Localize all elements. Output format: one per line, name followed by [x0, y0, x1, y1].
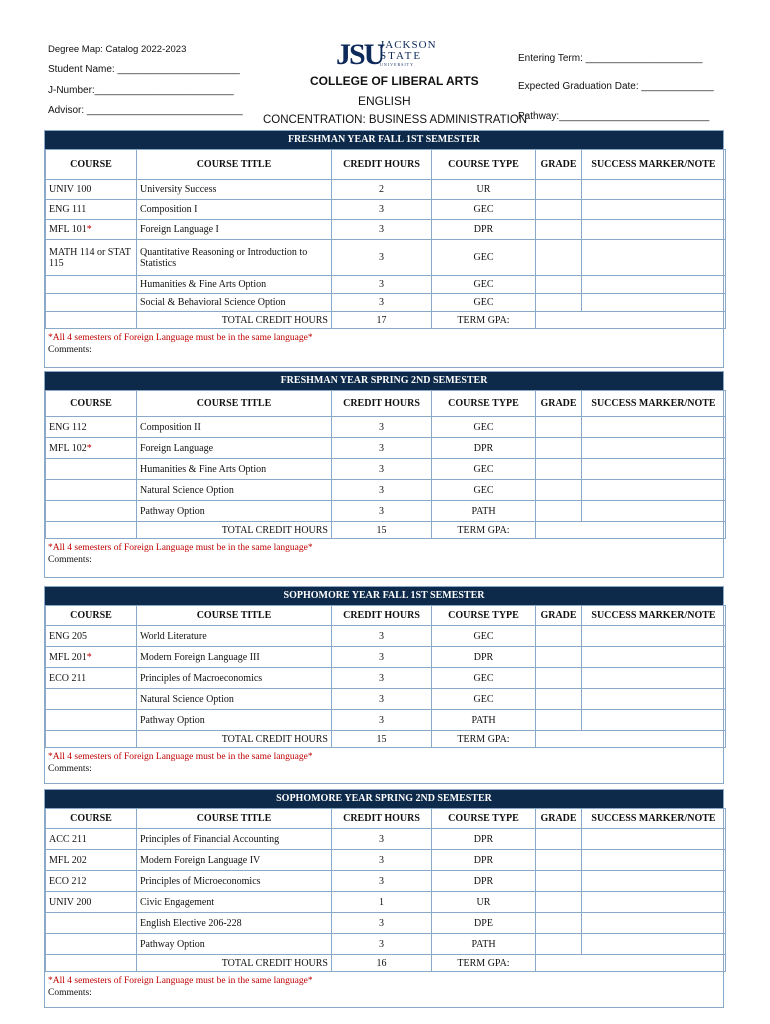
term-gpa-label: TERM GPA:	[432, 312, 536, 329]
grade-cell[interactable]	[536, 668, 582, 689]
course-title: Civic Engagement	[137, 892, 332, 913]
advisor-field[interactable]: Advisor: ____________________________	[48, 105, 243, 116]
comments-label[interactable]: Comments:	[48, 988, 92, 998]
total-row	[46, 731, 726, 748]
success-marker-cell[interactable]	[582, 501, 726, 522]
course-type: GEC	[432, 626, 536, 647]
notes-block	[45, 329, 723, 367]
course-code-cell	[46, 668, 137, 689]
course-title: University Success	[137, 180, 332, 200]
course-code-cell	[46, 200, 137, 220]
language-asterisk: *	[86, 651, 92, 663]
credit-hours: 3	[332, 934, 432, 955]
comments-label[interactable]: Comments:	[48, 555, 92, 565]
college-title: COLLEGE OF LIBERAL ARTS	[310, 74, 479, 88]
course-title: Composition II	[137, 417, 332, 438]
grade-cell[interactable]	[536, 180, 582, 200]
grade-cell[interactable]	[536, 850, 582, 871]
grade-cell[interactable]	[536, 220, 582, 240]
grade-cell[interactable]	[536, 934, 582, 955]
credit-hours: 3	[332, 647, 432, 668]
total-credit-hours: 17	[332, 312, 432, 329]
table-row	[46, 871, 726, 892]
success-marker-cell[interactable]	[582, 220, 726, 240]
comments-label[interactable]: Comments:	[48, 345, 92, 355]
course-title: Principles of Macroeconomics	[137, 668, 332, 689]
total-blank-cell	[46, 955, 137, 972]
course-code-cell	[46, 710, 137, 731]
foreign-language-note: *All 4 semesters of Foreign Language must be in the same language*	[48, 976, 313, 986]
semester-section	[44, 586, 724, 784]
table-row	[46, 626, 726, 647]
course-title: Pathway Option	[137, 934, 332, 955]
course-code-cell	[46, 220, 137, 240]
success-marker-cell[interactable]	[582, 934, 726, 955]
success-marker-cell[interactable]	[582, 913, 726, 934]
logo-line2: STATE	[380, 50, 423, 62]
grade-cell[interactable]	[536, 710, 582, 731]
course-type: PATH	[432, 501, 536, 522]
col-course-title: COURSE TITLE	[137, 391, 332, 417]
col-course-type: COURSE TYPE	[432, 809, 536, 829]
course-code-cell	[46, 850, 137, 871]
total-blank-cell	[46, 522, 137, 539]
entering-term-field[interactable]: Entering Term: _____________________	[518, 53, 703, 64]
col-grade: GRADE	[536, 606, 582, 626]
course-code: UNIV 100	[49, 184, 92, 195]
col-course-title: COURSE TITLE	[137, 606, 332, 626]
notes-block	[45, 972, 723, 1007]
course-code-cell	[46, 459, 137, 480]
credit-hours: 3	[332, 501, 432, 522]
notes-block	[45, 748, 723, 783]
success-marker-cell[interactable]	[582, 850, 726, 871]
col-grade: GRADE	[536, 391, 582, 417]
col-course-title: COURSE TITLE	[137, 150, 332, 180]
credit-hours: 3	[332, 480, 432, 501]
table-row	[46, 276, 726, 294]
grade-cell[interactable]	[536, 438, 582, 459]
term-gpa-cell[interactable]	[536, 522, 726, 539]
table-row	[46, 240, 726, 276]
course-code-cell	[46, 913, 137, 934]
total-label: TOTAL CREDIT HOURS	[137, 955, 332, 972]
grade-cell[interactable]	[536, 647, 582, 668]
total-credit-hours: 15	[332, 731, 432, 748]
col-course: COURSE	[46, 391, 137, 417]
table-row	[46, 480, 726, 501]
col-course: COURSE	[46, 150, 137, 180]
semester-section	[44, 130, 724, 368]
expected-graduation-field[interactable]: Expected Graduation Date: _____________	[518, 81, 714, 92]
course-type: DPR	[432, 850, 536, 871]
credit-hours: 3	[332, 710, 432, 731]
term-gpa-label: TERM GPA:	[432, 955, 536, 972]
concentration-title: CONCENTRATION: BUSINESS ADMINISTRATION	[263, 114, 528, 126]
course-code: ACC 211	[49, 833, 87, 845]
course-code-cell	[46, 934, 137, 955]
credit-hours: 3	[332, 850, 432, 871]
course-type: DPR	[432, 220, 536, 240]
grade-cell[interactable]	[536, 501, 582, 522]
course-type: PATH	[432, 710, 536, 731]
course-type: GEC	[432, 240, 536, 276]
credit-hours: 3	[332, 294, 432, 312]
table-row	[46, 220, 726, 240]
course-title: Natural Science Option	[137, 480, 332, 501]
jsu-logo	[336, 38, 440, 72]
col-grade: GRADE	[536, 150, 582, 180]
course-type: DPR	[432, 438, 536, 459]
credit-hours: 3	[332, 200, 432, 220]
col-course: COURSE	[46, 606, 137, 626]
course-type: GEC	[432, 200, 536, 220]
notes-block	[45, 539, 723, 577]
column-header-row	[46, 391, 726, 417]
grade-cell[interactable]	[536, 240, 582, 276]
course-code: ENG 205	[49, 630, 88, 642]
total-blank-cell	[46, 312, 137, 329]
grade-cell[interactable]	[536, 294, 582, 312]
course-code-cell	[46, 829, 137, 850]
course-code: ENG 112	[49, 421, 87, 433]
credit-hours: 3	[332, 417, 432, 438]
logo-line3: UNIVERSITY	[380, 62, 414, 67]
credit-hours: 1	[332, 892, 432, 913]
pathway-field[interactable]: Pathway:___________________________	[518, 111, 710, 122]
grade-cell[interactable]	[536, 689, 582, 710]
course-code: MATH 114 or STAT 115	[49, 246, 131, 269]
course-code-cell	[46, 417, 137, 438]
credit-hours: 2	[332, 180, 432, 200]
course-type: GEC	[432, 668, 536, 689]
language-asterisk: *	[86, 224, 92, 235]
credit-hours: 3	[332, 829, 432, 850]
grade-cell[interactable]	[536, 200, 582, 220]
course-code: ECO 211	[49, 672, 87, 684]
course-table	[45, 149, 726, 329]
table-row	[46, 710, 726, 731]
catalog-label: Degree Map: Catalog 2022-2023	[48, 44, 187, 55]
course-code-cell	[46, 240, 137, 276]
course-title: Natural Science Option	[137, 689, 332, 710]
course-type: UR	[432, 180, 536, 200]
course-title: English Elective 206-228	[137, 913, 332, 934]
course-type: DPR	[432, 647, 536, 668]
table-row	[46, 689, 726, 710]
grade-cell[interactable]	[536, 626, 582, 647]
course-code: ECO 212	[49, 875, 87, 887]
course-type: DPR	[432, 829, 536, 850]
course-type: PATH	[432, 934, 536, 955]
total-credit-hours: 15	[332, 522, 432, 539]
term-gpa-cell[interactable]	[536, 955, 726, 972]
table-row	[46, 459, 726, 480]
course-type: GEC	[432, 294, 536, 312]
course-type: GEC	[432, 417, 536, 438]
grade-cell[interactable]	[536, 276, 582, 294]
credit-hours: 3	[332, 459, 432, 480]
foreign-language-note: *All 4 semesters of Foreign Language must be in the same language*	[48, 752, 313, 762]
table-row	[46, 668, 726, 689]
semester-section	[44, 371, 724, 578]
table-row	[46, 200, 726, 220]
total-label: TOTAL CREDIT HOURS	[137, 731, 332, 748]
course-code-cell	[46, 501, 137, 522]
success-marker-cell[interactable]	[582, 871, 726, 892]
success-marker-cell[interactable]	[582, 829, 726, 850]
semester-title: SOPHOMORE YEAR FALL 1ST SEMESTER	[45, 587, 723, 605]
course-code-cell	[46, 892, 137, 913]
course-type: GEC	[432, 276, 536, 294]
term-gpa-label: TERM GPA:	[432, 731, 536, 748]
table-row	[46, 829, 726, 850]
success-marker-cell[interactable]	[582, 668, 726, 689]
logo-line1: JACKSON	[380, 39, 437, 51]
total-row	[46, 522, 726, 539]
credit-hours: 3	[332, 913, 432, 934]
success-marker-cell[interactable]	[582, 710, 726, 731]
success-marker-cell[interactable]	[582, 276, 726, 294]
course-code-cell	[46, 438, 137, 459]
table-row	[46, 934, 726, 955]
credit-hours: 3	[332, 626, 432, 647]
table-row	[46, 294, 726, 312]
grade-cell[interactable]	[536, 913, 582, 934]
course-type: UR	[432, 892, 536, 913]
course-code-cell	[46, 276, 137, 294]
success-marker-cell[interactable]	[582, 200, 726, 220]
total-row	[46, 955, 726, 972]
course-table	[45, 390, 726, 539]
term-gpa-label: TERM GPA:	[432, 522, 536, 539]
col-course-type: COURSE TYPE	[432, 606, 536, 626]
col-course-type: COURSE TYPE	[432, 150, 536, 180]
course-code: MFL 101	[49, 224, 87, 235]
course-code-cell	[46, 480, 137, 501]
grade-cell[interactable]	[536, 892, 582, 913]
total-blank-cell	[46, 731, 137, 748]
table-row	[46, 417, 726, 438]
credit-hours: 3	[332, 689, 432, 710]
course-title: Pathway Option	[137, 501, 332, 522]
success-marker-cell[interactable]	[582, 626, 726, 647]
term-gpa-cell[interactable]	[536, 312, 726, 329]
credit-hours: 3	[332, 871, 432, 892]
course-title: Social & Behavioral Science Option	[137, 294, 332, 312]
course-title: World Literature	[137, 626, 332, 647]
col-success-marker: SUCCESS MARKER/NOTE	[582, 150, 726, 180]
course-title: Modern Foreign Language III	[137, 647, 332, 668]
column-header-row	[46, 809, 726, 829]
col-course-type: COURSE TYPE	[432, 391, 536, 417]
success-marker-cell[interactable]	[582, 438, 726, 459]
grade-cell[interactable]	[536, 459, 582, 480]
success-marker-cell[interactable]	[582, 180, 726, 200]
semester-title: FRESHMAN YEAR FALL 1ST SEMESTER	[45, 131, 723, 149]
credit-hours: 3	[332, 668, 432, 689]
col-success-marker: SUCCESS MARKER/NOTE	[582, 606, 726, 626]
success-marker-cell[interactable]	[582, 417, 726, 438]
course-table	[45, 808, 726, 972]
logo-letters: JSU	[336, 38, 384, 71]
course-code: ENG 111	[49, 204, 87, 215]
table-row	[46, 850, 726, 871]
grade-cell[interactable]	[536, 417, 582, 438]
course-code-cell	[46, 626, 137, 647]
table-row	[46, 647, 726, 668]
language-asterisk: *	[86, 442, 92, 454]
total-credit-hours: 16	[332, 955, 432, 972]
comments-label[interactable]: Comments:	[48, 764, 92, 774]
col-success-marker: SUCCESS MARKER/NOTE	[582, 809, 726, 829]
grade-cell[interactable]	[536, 871, 582, 892]
semester-title: SOPHOMORE YEAR SPRING 2ND SEMESTER	[45, 790, 723, 808]
course-type: GEC	[432, 689, 536, 710]
course-title: Foreign Language I	[137, 220, 332, 240]
semester-section	[44, 789, 724, 1008]
col-credit-hours: CREDIT HOURS	[332, 391, 432, 417]
course-code: UNIV 200	[49, 896, 92, 908]
course-type: DPE	[432, 913, 536, 934]
credit-hours: 3	[332, 240, 432, 276]
course-title: Foreign Language	[137, 438, 332, 459]
col-course-title: COURSE TITLE	[137, 809, 332, 829]
course-table	[45, 605, 726, 748]
course-title: Composition I	[137, 200, 332, 220]
credit-hours: 3	[332, 276, 432, 294]
course-code: MFL 202	[49, 854, 87, 866]
success-marker-cell[interactable]	[582, 892, 726, 913]
total-label: TOTAL CREDIT HOURS	[137, 522, 332, 539]
success-marker-cell[interactable]	[582, 459, 726, 480]
col-grade: GRADE	[536, 809, 582, 829]
col-credit-hours: CREDIT HOURS	[332, 150, 432, 180]
semester-title: FRESHMAN YEAR SPRING 2ND SEMESTER	[45, 372, 723, 390]
foreign-language-note: *All 4 semesters of Foreign Language must be in the same language*	[48, 543, 313, 553]
term-gpa-cell[interactable]	[536, 731, 726, 748]
col-success-marker: SUCCESS MARKER/NOTE	[582, 391, 726, 417]
col-credit-hours: CREDIT HOURS	[332, 809, 432, 829]
success-marker-cell[interactable]	[582, 647, 726, 668]
table-row	[46, 438, 726, 459]
foreign-language-note: *All 4 semesters of Foreign Language must be in the same language*	[48, 333, 313, 343]
success-marker-cell[interactable]	[582, 689, 726, 710]
success-marker-cell[interactable]	[582, 294, 726, 312]
table-row	[46, 913, 726, 934]
course-code-cell	[46, 294, 137, 312]
total-row	[46, 312, 726, 329]
table-row	[46, 501, 726, 522]
program-title: ENGLISH	[358, 94, 411, 108]
course-code-cell	[46, 180, 137, 200]
credit-hours: 3	[332, 438, 432, 459]
grade-cell[interactable]	[536, 829, 582, 850]
course-type: GEC	[432, 480, 536, 501]
total-label: TOTAL CREDIT HOURS	[137, 312, 332, 329]
column-header-row	[46, 150, 726, 180]
course-code: MFL 201	[49, 651, 87, 663]
j-number-field[interactable]: J-Number:_________________________	[48, 85, 234, 96]
student-name-field[interactable]: Student Name: ______________________	[48, 64, 240, 75]
course-title: Principles of Microeconomics	[137, 871, 332, 892]
table-row	[46, 180, 726, 200]
course-code-cell	[46, 689, 137, 710]
course-title: Modern Foreign Language IV	[137, 850, 332, 871]
grade-cell[interactable]	[536, 480, 582, 501]
course-title: Principles of Financial Accounting	[137, 829, 332, 850]
column-header-row	[46, 606, 726, 626]
credit-hours: 3	[332, 220, 432, 240]
success-marker-cell[interactable]	[582, 480, 726, 501]
col-credit-hours: CREDIT HOURS	[332, 606, 432, 626]
course-code-cell	[46, 871, 137, 892]
course-title: Quantitative Reasoning or Introduction to Statistics	[137, 240, 332, 276]
course-code-cell	[46, 647, 137, 668]
course-title: Humanities & Fine Arts Option	[137, 459, 332, 480]
table-row	[46, 892, 726, 913]
course-title: Humanities & Fine Arts Option	[137, 276, 332, 294]
success-marker-cell[interactable]	[582, 240, 726, 276]
course-type: DPR	[432, 871, 536, 892]
col-course: COURSE	[46, 809, 137, 829]
course-title: Pathway Option	[137, 710, 332, 731]
course-type: GEC	[432, 459, 536, 480]
course-code: MFL 102	[49, 442, 87, 454]
